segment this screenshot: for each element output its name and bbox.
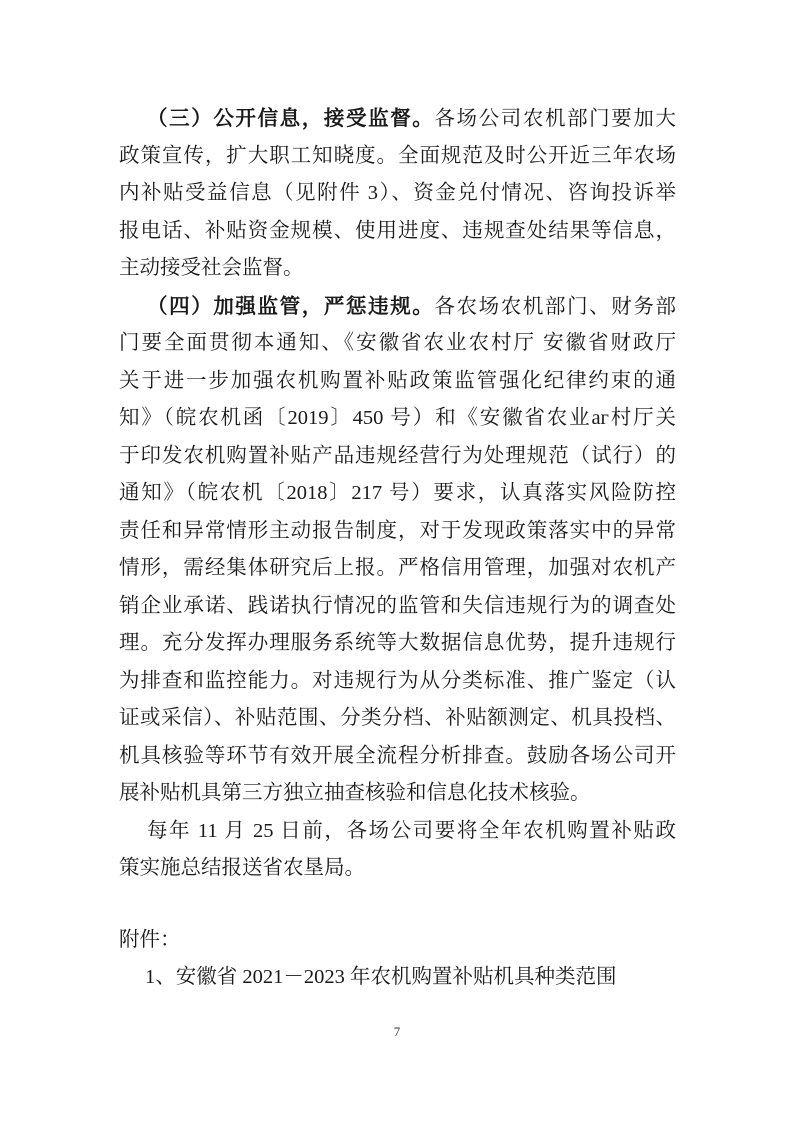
text-line	[119, 100, 676, 138]
text-line	[119, 738, 676, 776]
text-run: 策实施总结报送省农垦局。	[119, 857, 365, 879]
body-text	[119, 100, 676, 997]
text-run: 主动接受社会监督。	[119, 257, 304, 279]
text-run: 各场公司农机部门要加大	[434, 108, 676, 130]
text-line	[119, 625, 676, 663]
text-run: 通知》（皖农机〔2018〕217 号）要求，认真落实风险防控	[119, 482, 676, 504]
text-run: 报电话、补贴资金规模、使用进度、违规查处结果等信息，	[119, 219, 676, 242]
paragraph	[119, 100, 676, 288]
heading-run: （四）加强监管，严惩违规。	[147, 294, 435, 318]
text-run: 政策宣传，扩大职工知晓度。全面规范及时公开近三年农场	[119, 144, 676, 167]
text-line	[119, 550, 676, 588]
text-run: 情形，需经集体研究后上报。严格信用管理，加强对农机产	[119, 557, 676, 579]
text-run: 展补贴机具第三方独立抽查核验和信息化技术核验。	[119, 782, 591, 804]
attachments-label: 附件：	[119, 928, 181, 951]
attachment-item: 1、安徽省 2021－2023 年农机购置补贴机具种类范围	[145, 966, 617, 988]
text-run: 知》（皖农机函〔2019〕450 号）和《安徽省农业аг村厅关	[119, 407, 676, 429]
text-line	[119, 438, 676, 476]
text-line	[119, 400, 676, 438]
page-number: 7	[393, 1024, 401, 1039]
text-run: 销企业承诺、践诺执行情况的监管和失信违规行为的调查处	[119, 594, 676, 617]
text-run: 理。充分发挥办理服务系统等大数据信息优势，提升违规行	[119, 632, 676, 654]
paragraphs-container	[119, 100, 676, 888]
text-line	[119, 775, 676, 813]
text-run: 各农场农机部门、财务部	[434, 295, 676, 318]
paragraph	[119, 813, 676, 888]
text-line	[119, 513, 676, 551]
attachments-section	[119, 922, 676, 997]
text-line	[119, 475, 676, 513]
paragraph	[119, 288, 676, 813]
text-line	[119, 288, 676, 326]
text-run: 为排查和监控能力。对违规行为从分类标准、推广鉴定（认	[119, 669, 676, 692]
text-run: 内补贴受益信息（见附件 3）、资金兑付情况、咨询投诉举	[119, 182, 676, 204]
text-run: 于印发农机购置补贴产品违规经营行为处理规范（试行）的	[119, 444, 676, 467]
heading-run: （三）公开信息，接受监督。	[147, 107, 435, 130]
text-run: 责任和异常情形主动报告制度，对于发现政策落实中的异常	[119, 519, 676, 542]
text-line	[119, 175, 676, 213]
text-line	[119, 138, 676, 176]
text-line	[119, 213, 676, 251]
text-line	[119, 850, 676, 888]
text-run: 证或采信）、补贴范围、分类分档、补贴额测定、机具投档、	[119, 707, 676, 729]
text-line	[119, 663, 676, 701]
text-run: 每年 11 月 25 日前，各场公司要将全年农机购置补贴政	[147, 819, 676, 842]
text-line	[119, 588, 676, 626]
text-line	[119, 325, 676, 363]
text-line	[119, 363, 676, 401]
text-run: 机具核验等环节有效开展全流程分析排查。鼓励各场公司开	[119, 744, 676, 767]
text-line	[119, 813, 676, 851]
text-line	[119, 700, 676, 738]
text-run: 关于进一步加强农机购置补贴政策监管强化纪律约束的通	[119, 369, 676, 392]
text-line	[119, 250, 676, 288]
text-run: 门要全面贯彻本通知、《安徽省农业农村厅 安徽省财政厅	[119, 332, 676, 354]
